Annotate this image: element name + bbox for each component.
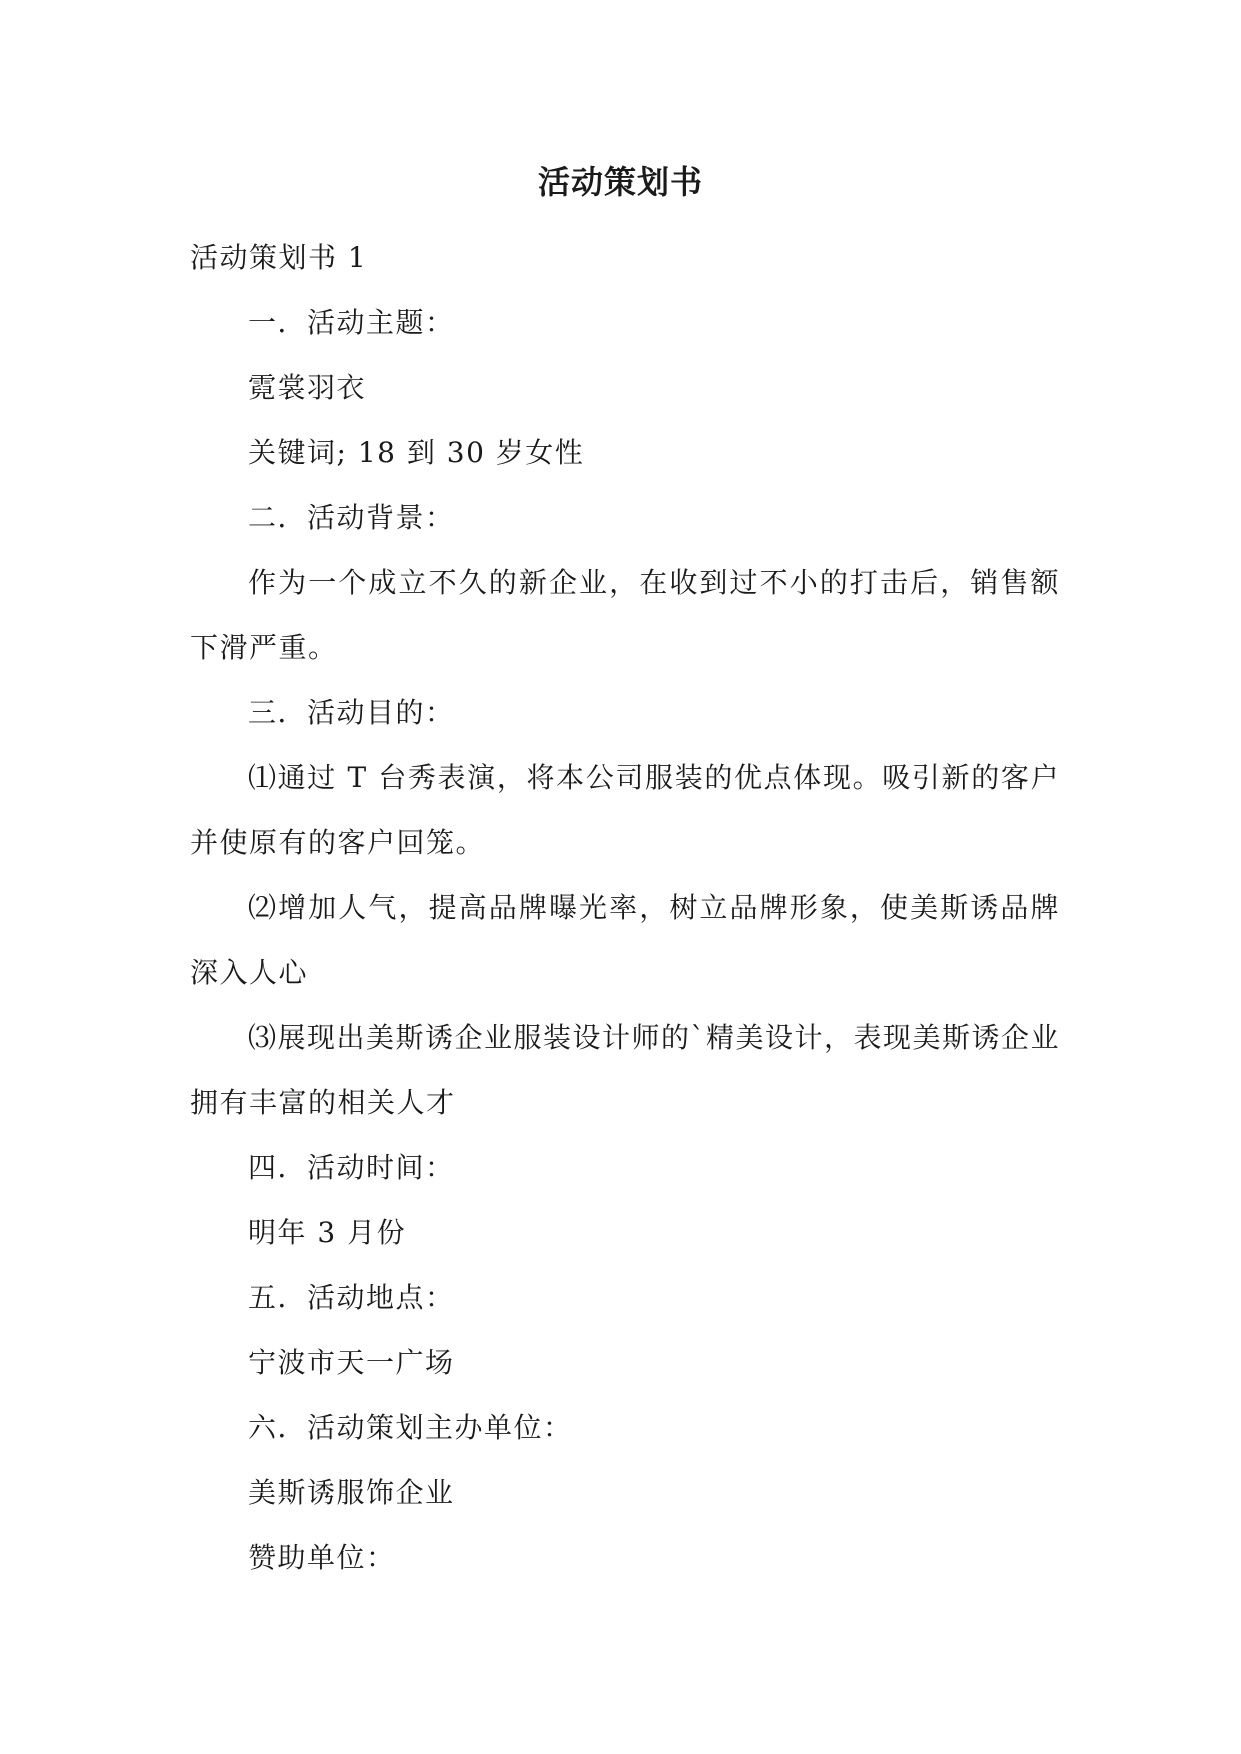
paragraph-purpose-3: ⑶展现出美斯诱企业服装设计师的`精美设计，表现美斯诱企业拥有丰富的相关人才 (190, 1021, 1061, 1119)
paragraph-background: 作为一个成立不久的新企业，在收到过不小的打击后，销售额下滑严重。 (190, 566, 1060, 664)
paragraph-purpose-2: ⑵增加人气，提高品牌曝光率，树立品牌形象，使美斯诱品牌深入人心 (190, 891, 1060, 989)
paragraph-organizer-heading: 六．活动策划主办单位： (248, 1411, 573, 1444)
paragraph-location: 宁波市天一广场 (248, 1346, 455, 1379)
document-title: 活动策划书 (537, 163, 703, 201)
paragraph-purpose-1: ⑴通过 T 台秀表演，将本公司服装的优点体现。吸引新的客户并使原有的客户回笼。 (190, 761, 1060, 859)
paragraph-purpose-heading: 三．活动目的： (248, 696, 455, 729)
paragraph-time: 明年 3 月份 (248, 1216, 407, 1249)
paragraph-background-heading: 二．活动背景： (248, 501, 455, 534)
paragraph-theme: 霓裳羽衣 (248, 371, 367, 404)
paragraph-keywords: 关键词; 18 到 30 岁女性 (248, 436, 585, 469)
paragraph-location-heading: 五．活动地点： (248, 1281, 455, 1314)
paragraph-organizer: 美斯诱服饰企业 (248, 1476, 455, 1509)
paragraph-time-heading: 四．活动时间： (248, 1151, 455, 1184)
section-heading: 活动策划书 1 (190, 241, 368, 274)
paragraph-theme-heading: 一．活动主题： (248, 306, 455, 339)
document-body (190, 225, 1060, 1590)
paragraph-sponsor-heading: 赞助单位： (248, 1541, 396, 1574)
